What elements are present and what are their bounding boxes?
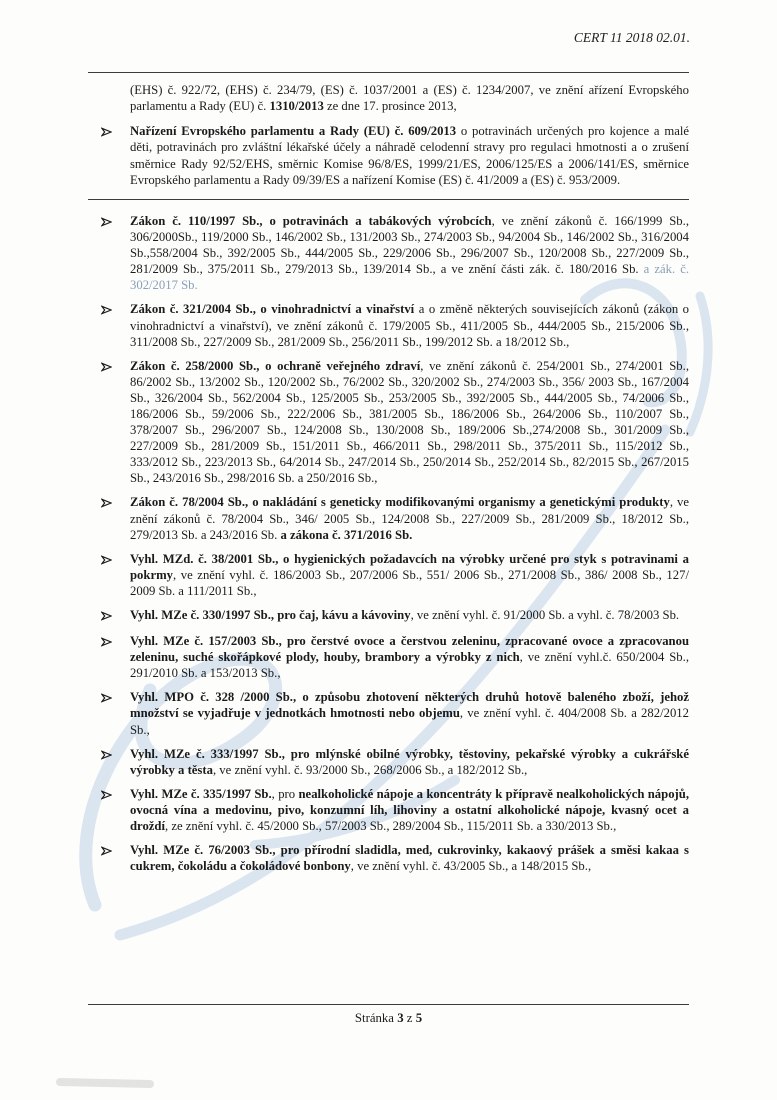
list-item <box>88 213 689 293</box>
text-segment: Vyhl. MZe č. 157/2003 Sb., pro čerstvé ovoce a čerstvou zeleninu, zpracované ovoce a zpracovanou zeleninu, suché skořápkové plody, houby, brambory a výrobky z nich <box>130 634 689 665</box>
text-segment: Stránka <box>354 1011 398 1026</box>
bullet-arrow-icon <box>88 842 130 874</box>
item-text <box>130 607 689 625</box>
list-item <box>88 607 689 625</box>
list-item <box>88 786 689 834</box>
text-segment: o potravinách určených pro kojence a malé děti, potravinách pro zvláštní lékařské účely a náhradě celodenní stravy pro regulaci hmotnosti a o zrušení směrnice Rady 92/52/EHS, směrnic Komise 96/8/ES, 1999/21/ES, 2006/125/ES a 2006/141/ES, směrnice Evropského parlamentu a Rady 09/39/ES a nařízení Komise (ES) č. 41/2009 a (ES) č. 953/2009. <box>130 124 689 187</box>
text-segment: , ve znění vyhl. č. 43/2005 Sb., a 148/2015 Sb., <box>350 859 592 874</box>
text-segment: , ve znění vyhl. č. 93/2000 Sb., 268/2006 Sb., a 182/2012 Sb., <box>212 762 528 777</box>
list-item <box>88 358 689 487</box>
bullet-arrow-icon <box>88 301 130 349</box>
text-segment: ze dne 17. prosince 2013, <box>323 99 457 114</box>
list-item <box>88 494 689 542</box>
item-text <box>130 842 689 874</box>
bullet-arrow-icon <box>88 494 130 542</box>
list-item <box>88 842 689 874</box>
page-footer <box>88 1004 689 1026</box>
item-text <box>130 301 689 349</box>
text-segment: Vyhl. MZe č. 330/1997 Sb., pro čaj, kávu a kávoviny <box>130 608 411 622</box>
list-item <box>88 746 689 778</box>
bullet-arrow-icon <box>88 213 130 293</box>
page-number <box>88 1011 689 1026</box>
text-segment: z <box>403 1011 416 1026</box>
item-text <box>130 551 689 599</box>
text-segment: nealkoholické nápoje a koncentráty k přípravě nealkoholických nápojů, ovocná vína a medovinu, pivo, konzumní líh, lihoviny a ostatní alkoholické nápoje, kvasný ocet a droždí <box>130 786 690 834</box>
text-segment: Zákon č. 321/2004 Sb., o vinohradnictví a vinařství <box>130 302 415 317</box>
text-segment: , ve znění zákonů č. 254/2001 Sb., 274/2001 Sb., 86/2002 Sb., 13/2002 Sb., 120/2002 Sb., 76/2002 Sb., 320/2002 Sb., 274/2003 Sb., 356/ 2003 Sb., 167/2004 Sb., 326/2004 Sb., 562/2004 Sb., 125/2005 Sb., 253/2005 Sb., 392/2005 Sb., 444/2005 Sb., 74/2006 Sb., 186/2006 Sb., 59/2006 Sb., 222/2006 Sb., 381/2005 Sb., 186/2006 Sb., 264/2006 Sb., 110/2007 Sb., 378/2007 Sb., 296/2007 Sb., 124/2008 Sb., 130/2008 Sb., 189/2006 Sb.,274/2008 Sb., 301/2009 Sb., 227/2009 Sb., 281/2009 Sb., 151/2011 Sb., 466/2011 Sb., 298/2011 Sb., 375/2011 Sb., 115/2012 Sb., 333/2012 Sb., 223/2013 Sb., 64/2014 Sb., 247/2014 Sb., 250/2014 Sb., 252/2014 Sb., 82/2015 Sb., 267/2015 Sb., 243/2016 Sb., 298/2016 Sb. a 250/2016 Sb., <box>130 358 689 486</box>
text-segment: a o změně některých souvisejících zákonů (zákon o vinohradnictví a vinařství), ve znění zákonů č. 179/2005 Sb., 411/2005 Sb., 444/2005 Sb., 215/2006 Sb., 311/2008 Sb., 227/2009 Sb., 281/2009 Sb., 256/2011 Sb., 199/2012 Sb. a 18/2012 Sb., <box>130 302 689 349</box>
document-content <box>88 72 689 882</box>
item-text <box>130 213 689 293</box>
bullet-arrow-icon <box>88 633 130 681</box>
text-segment: Vyhl. MZe č. 335/1997 Sb. <box>130 786 272 801</box>
item-text <box>130 689 689 737</box>
bullet-arrow-icon <box>88 123 130 187</box>
item-text <box>130 746 689 778</box>
text-segment: , ve znění vyhl. č. 186/2003 Sb., 207/2006 Sb., 551/ 2006 Sb., 271/2008 Sb., 386/ 2008 Sb., 127/ 2009 Sb. a 111/2011 Sb., <box>130 567 689 598</box>
list-item <box>88 301 689 349</box>
text-segment: 3 <box>397 1011 404 1026</box>
text-segment: , ve znění vyhl.č. 650/2004 Sb., 291/2010 Sb. a 153/2013 Sb., <box>130 650 689 681</box>
text-segment: , ve znění zákonů č. 166/1999 Sb., 306/2000Sb., 119/2000 Sb., 146/2002 Sb., 131/2003 Sb., 274/2003 Sb., 94/2004 Sb., 146/2002 Sb., 316/2004 Sb.,558/2004 Sb., 392/2005 Sb., 444/2005 Sb., 229/2006 Sb., 296/2007 Sb., 120/2008 Sb., 227/2009 Sb., 281/2009 Sb., 375/2011 Sb., 279/2013 Sb., 139/2014 Sb., a ve znění části zák. č. 180/2016 Sb. <box>130 213 689 277</box>
text-segment: Vyhl. MZe č. 333/1997 Sb., pro mlýnské obilné výrobky, těstoviny, pekařské výrobky a cukrářské výrobky a těsta <box>130 746 689 777</box>
bullet-arrow-icon <box>88 689 130 737</box>
footer-divider <box>88 1004 689 1005</box>
item-text <box>130 494 689 542</box>
bullet-arrow-icon <box>88 746 130 778</box>
text-segment: 1310/2013 <box>269 99 324 114</box>
text-segment: a zák. č. 302/2017 Sb. <box>130 262 689 293</box>
item-text <box>130 786 689 834</box>
text-segment: , ve znění vyhl. č. 404/2008 Sb. a 282/2012 Sb., <box>130 706 689 737</box>
list-item <box>88 551 689 599</box>
text-segment: Vyhl. MZd. č. 38/2001 Sb., o hygienických požadavcích na výrobky určené pro styk s potravinami a pokrmy <box>130 551 689 582</box>
text-segment: a zákona č. 371/2016 Sb. <box>280 527 413 542</box>
item-text <box>130 358 689 487</box>
text-segment: Zákon č. 110/1997 Sb., o potravinách a tabákových výrobcích <box>130 213 492 228</box>
text-segment: Nařízení Evropského parlamentu a Rady (EU) č. 609/2013 <box>130 124 457 139</box>
list-item <box>88 123 689 187</box>
text-segment: , pro <box>271 786 299 801</box>
bullet-arrow-icon <box>88 607 130 625</box>
text-segment: Vyhl. MPO č. 328 /2000 Sb., o způsobu zhotovení některých druhů hotově baleného zboží, jehož množství se vyjadřuje v jednotkách hmotnosti nebo objemu <box>130 690 689 721</box>
text-segment: Zákon č. 78/2004 Sb., o nakládání s geneticky modifikovanými organismy a genetickými produkty <box>130 495 670 510</box>
intro-paragraph <box>130 82 689 114</box>
list-item <box>88 633 689 681</box>
text-segment: , ve znění zákonů č. 78/2004 Sb., 346/ 2005 Sb., 124/2008 Sb., 227/2009 Sb., 281/2009 Sb., 18/2012 Sb., 279/2013 Sb. a 243/2016 Sb. <box>130 495 689 542</box>
section-divider <box>88 199 689 200</box>
bullet-arrow-icon <box>88 551 130 599</box>
item-text <box>130 123 689 187</box>
text-segment: , ve znění vyhl. č. 91/2000 Sb. a vyhl. č. 78/2003 Sb. <box>410 608 680 622</box>
text-segment: Zákon č. 258/2000 Sb., o ochraně veřejného zdraví <box>130 358 421 373</box>
doc-code: CERT 11 2018 02.01. <box>573 30 690 45</box>
bullet-arrow-icon <box>88 358 130 487</box>
header-divider <box>88 72 689 73</box>
item-text <box>130 633 689 681</box>
text-segment: Vyhl. MZe č. 76/2003 Sb., pro přírodní sladidla, med, cukrovinky, kakaový prášek a směsi kakaa s cukrem, čokoládu a čokoládové bonbony <box>130 843 689 874</box>
legal-items-list <box>88 123 689 874</box>
bullet-arrow-icon <box>88 786 130 834</box>
text-segment: 5 <box>415 1011 423 1026</box>
text-segment: , ze znění vyhl. č. 45/2000 Sb., 57/2003 Sb., 289/2004 Sb., 115/2011 Sb. a 330/2013 Sb., <box>165 819 617 834</box>
text-segment: (EHS) č. 922/72, (EHS) č. 234/79, (ES) č. 1037/2001 a (ES) č. 1234/2007, ve znění ařízení Evropského parlamentu a Rady (EU) č. <box>130 83 689 114</box>
list-item <box>88 689 689 737</box>
